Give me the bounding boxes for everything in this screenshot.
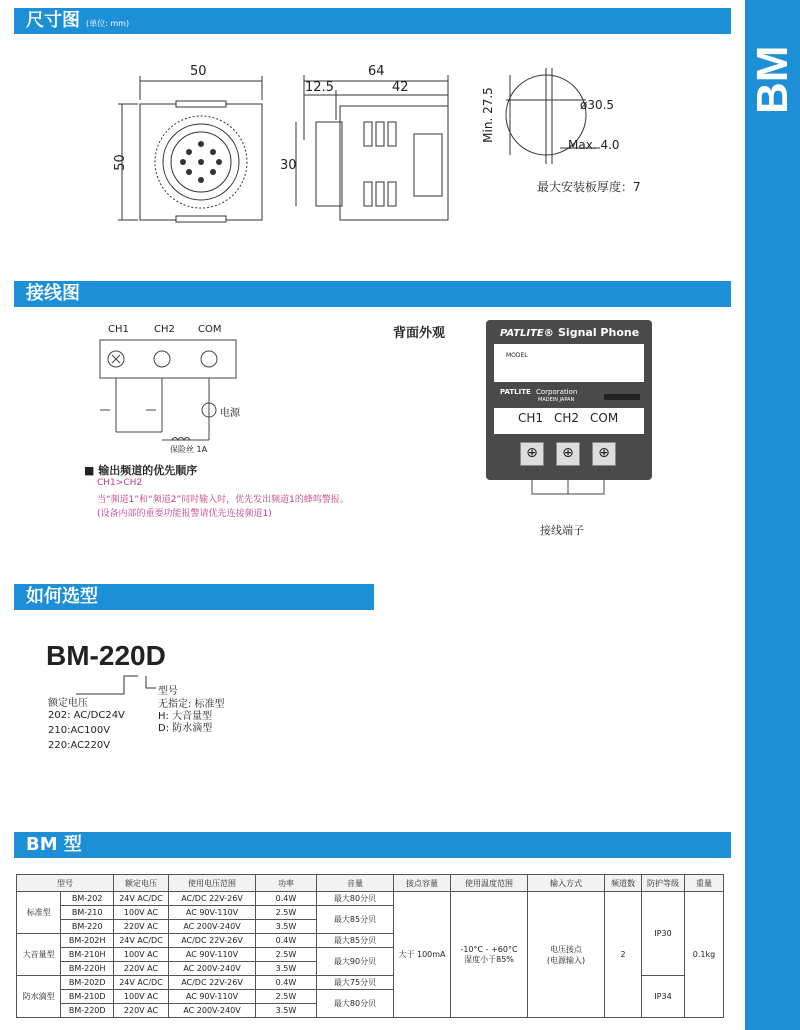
cell-range: AC 90V-110V <box>169 948 256 962</box>
cell-range: AC/DC 22V-26V <box>169 934 256 948</box>
back-terminal-ch1: CH1 <box>518 411 544 425</box>
input-type: 电压接点 <box>550 944 582 954</box>
th-volume: 音量 <box>317 875 394 892</box>
panel-thickness: 最大安装板厚度：7 <box>537 180 641 194</box>
cell-contact: 大于 100mA <box>394 892 451 1018</box>
priority-note1: 当“频道1”和“频道2”同时输入时，优先发出频道1的蜂鸣警报。 <box>97 495 349 505</box>
model-plate <box>494 344 644 382</box>
th-channels: 频道数 <box>605 875 642 892</box>
corp-brand: PATLITE <box>500 388 531 396</box>
cutout-diameter: ø30.5 <box>580 98 615 112</box>
made-in: MADEIN JAPAN <box>538 397 575 403</box>
cell-input <box>528 892 605 1018</box>
section-selection-title: 如何选型 <box>26 586 98 607</box>
input-note: (电源输入) <box>546 955 586 965</box>
cell-volume: 最大75分贝 <box>317 976 394 990</box>
body-height: 30 <box>280 158 297 173</box>
screw-com-icon: ⊕ <box>592 442 616 466</box>
cell-range: AC 200V-240V <box>169 1004 256 1018</box>
th-model: 型号 <box>17 875 114 892</box>
cell-model: BM-202H <box>61 934 114 948</box>
terminal-com: COM <box>198 324 222 335</box>
type-title: 型号 <box>158 686 178 697</box>
voltage-option-210: 210:AC100V <box>48 725 111 736</box>
cell-voltage: 24V AC/DC <box>114 976 169 990</box>
cell-range: AC 90V-110V <box>169 906 256 920</box>
back-terminal-ch2: CH2 <box>554 411 580 425</box>
cell-volume: 最大80分贝 <box>317 990 394 1018</box>
temp-range: -10°C - +60°C <box>460 944 518 954</box>
th-contact: 接点容量 <box>394 875 451 892</box>
cell-power: 2.5W <box>256 948 317 962</box>
series-label: BM <box>748 45 797 115</box>
min-dimension: Min. 27.5 <box>480 87 495 143</box>
cell-power: 0.4W <box>256 976 317 990</box>
cell-model: BM-210H <box>61 948 114 962</box>
back-view-title: 背面外观 <box>393 326 446 341</box>
cell-channels: 2 <box>605 892 642 1018</box>
type-option-h: H: 大音量型 <box>158 711 213 722</box>
terminal-caption: 接线端子 <box>540 524 584 537</box>
side-bar <box>745 0 800 1030</box>
group-high-volume: 大音量型 <box>17 934 61 976</box>
front-width: 50 <box>190 64 207 79</box>
model-label: MODEL <box>506 352 528 359</box>
cell-range: AC 200V-240V <box>169 962 256 976</box>
th-rated-voltage: 额定电压 <box>114 875 169 892</box>
cell-volume: 最大90分贝 <box>317 948 394 976</box>
cell-range: AC 90V-110V <box>169 990 256 1004</box>
model-code: BM-220D <box>46 640 166 671</box>
cell-voltage: 220V AC <box>114 920 169 934</box>
th-voltage-range: 使用电压范围 <box>169 875 256 892</box>
fuse-label: 保险丝 1A <box>170 445 208 454</box>
cell-model: BM-220D <box>61 1004 114 1018</box>
voltage-option-220: 220:AC220V <box>48 740 111 751</box>
power-label: 电源 <box>220 408 240 419</box>
cell-power: 2.5W <box>256 990 317 1004</box>
body-depth: 42 <box>392 80 409 95</box>
cell-voltage: 100V AC <box>114 948 169 962</box>
cell-model: BM-220 <box>61 920 114 934</box>
section-wiring-title: 接线图 <box>26 283 80 304</box>
max-dimension: Max. 4.0 <box>568 138 620 152</box>
section-model <box>14 832 731 858</box>
cell-weight: 0.1kg <box>685 892 724 1018</box>
wiring-diagram <box>80 320 340 480</box>
cell-ip34: IP34 <box>642 976 685 1018</box>
cell-model: BM-210D <box>61 990 114 1004</box>
cell-voltage: 24V AC/DC <box>114 892 169 906</box>
section-dimensions-title: 尺寸图 <box>26 10 80 31</box>
cell-range: AC 200V-240V <box>169 920 256 934</box>
th-power: 功率 <box>256 875 317 892</box>
corp-name: Corporation <box>536 388 578 396</box>
voltage-option-202: 202: AC/DC24V <box>48 710 125 721</box>
section-model-title: BM 型 <box>26 834 82 855</box>
cell-model: BM-210 <box>61 906 114 920</box>
voltage-title: 额定电压 <box>48 698 88 709</box>
bezel-depth: 12.5 <box>305 80 334 95</box>
cell-power: 0.4W <box>256 892 317 906</box>
cell-volume: 最大80分贝 <box>317 892 394 906</box>
cell-volume: 最大85分贝 <box>317 934 394 948</box>
group-drip-proof: 防水滴型 <box>17 976 61 1018</box>
priority-order: CH1>CH2 <box>97 478 143 488</box>
table-row <box>17 892 724 906</box>
th-weight: 重量 <box>685 875 724 892</box>
back-product: Signal Phone <box>558 326 640 339</box>
cell-power: 2.5W <box>256 906 317 920</box>
cell-model: BM-220H <box>61 962 114 976</box>
section-dimensions <box>14 8 731 34</box>
section-selection <box>14 584 374 610</box>
cell-model: BM-202D <box>61 976 114 990</box>
th-temp: 使用温度范围 <box>451 875 528 892</box>
cell-voltage: 220V AC <box>114 962 169 976</box>
terminal-bracket <box>520 476 640 506</box>
cell-volume: 最大85分贝 <box>317 906 394 934</box>
th-ip: 防护等级 <box>642 875 685 892</box>
cell-power: 3.5W <box>256 920 317 934</box>
front-height: 50 <box>112 154 128 171</box>
cell-power: 0.4W <box>256 934 317 948</box>
cell-range: AC/DC 22V-26V <box>169 892 256 906</box>
cell-power: 3.5W <box>256 1004 317 1018</box>
humidity: 湿度小于85% <box>464 954 514 964</box>
priority-title: ■ 输出频道的优先顺序 <box>84 464 198 477</box>
priority-note2: (设备内部的重要功能报警请优先连接频道1) <box>97 509 272 519</box>
type-option-d: D: 防水滴型 <box>158 723 213 734</box>
serial-bar <box>604 394 640 400</box>
type-option-standard: 无指定: 标准型 <box>158 699 225 710</box>
terminal-ch2: CH2 <box>154 324 175 335</box>
cell-power: 3.5W <box>256 962 317 976</box>
table-header-row <box>17 875 724 892</box>
cell-voltage: 100V AC <box>114 906 169 920</box>
overall-length: 64 <box>368 64 385 79</box>
group-standard: 标准型 <box>17 892 61 934</box>
section-dimensions-unit: (单位: mm) <box>86 19 130 28</box>
cell-voltage: 220V AC <box>114 1004 169 1018</box>
cell-model: BM-202 <box>61 892 114 906</box>
cell-voltage: 100V AC <box>114 990 169 1004</box>
cell-voltage: 24V AC/DC <box>114 934 169 948</box>
spec-table <box>16 874 724 1018</box>
th-input: 输入方式 <box>528 875 605 892</box>
terminal-ch1: CH1 <box>108 324 129 335</box>
screw-ch1-icon: ⊕ <box>520 442 544 466</box>
back-brand: PATLITE® <box>500 328 554 339</box>
cell-range: AC/DC 22V-26V <box>169 976 256 990</box>
back-panel <box>486 320 652 480</box>
back-terminal-com: COM <box>590 411 619 425</box>
cell-temp <box>451 892 528 1018</box>
terminal-label-area <box>494 408 644 434</box>
cell-ip30: IP30 <box>642 892 685 976</box>
screw-ch2-icon: ⊕ <box>556 442 580 466</box>
